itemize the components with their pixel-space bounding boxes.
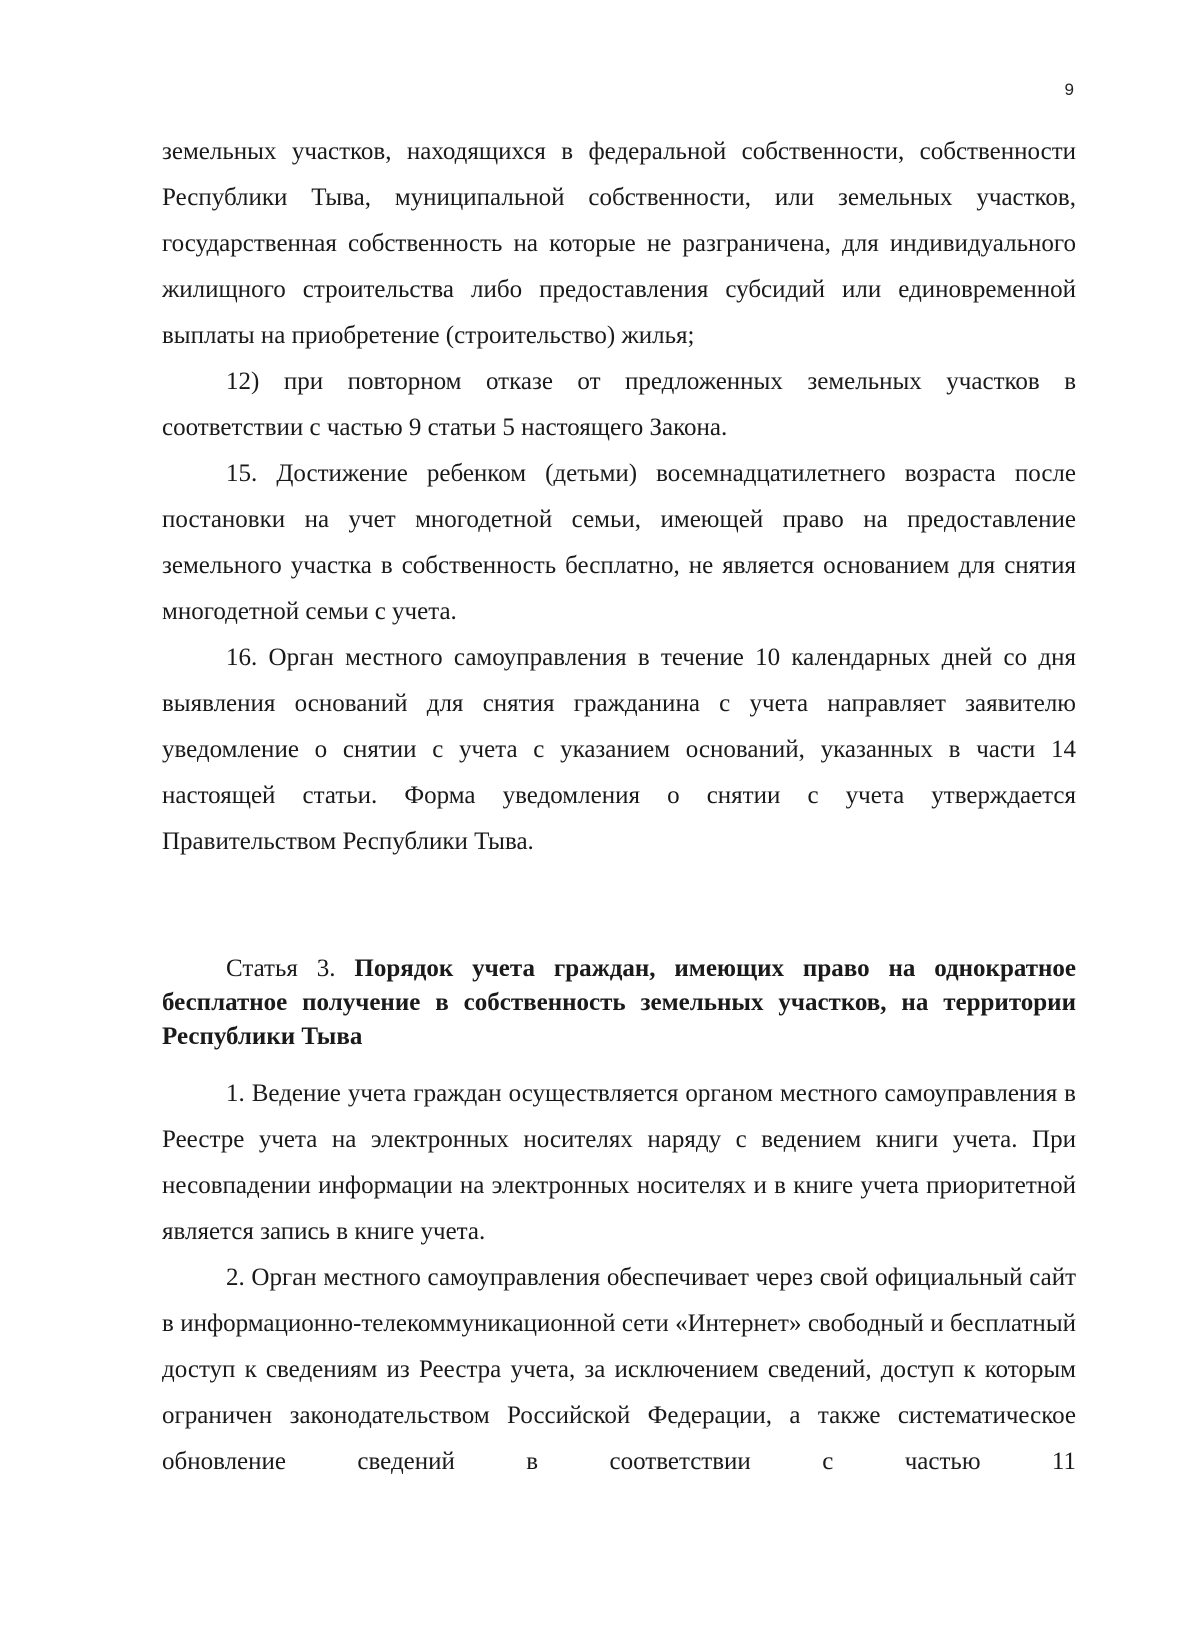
article-label: Статья 3. bbox=[226, 955, 336, 982]
article-title: Порядок учета граждан, имеющих право на однократное бесплатное получение в собственность земельных участков, на территории Республики Тыва bbox=[162, 955, 1076, 1050]
article-heading bbox=[162, 952, 1076, 1054]
article-paragraph-1: 1. Ведение учета граждан осуществляется органом местного самоуправления в Реестре учета на электронных носителях наряду с ведением книги учета. При несовпадении информации на электронных носителях и в книге учета приоритетной является запись в книге учета. bbox=[162, 1080, 1076, 1245]
paragraph-item-12: 12) при повторном отказе от предложенных земельных участков в соответствии с частью 9 статьи 5 настоящего Закона. bbox=[162, 368, 1076, 441]
paragraph-continuation: земельных участков, находящихся в федеральной собственности, собственности Республики Тыва, муниципальной собственности, или земельных участков, государственная собственность на которые не разграничена, для индивидуального жилищного строительства либо предоставления субсидий или единовременной выплаты на приобретение (строительство) жилья; bbox=[162, 138, 1076, 349]
article-paragraph-2: 2. Орган местного самоуправления обеспечивает через свой официальный сайт в информационно-телекоммуникационной сети «Интернет» свободный и бесплатный доступ к сведениям из Реестра учета, за исключением сведений, доступ к которым ограничен законодательством Российской Федерации, а также систематическое обновление сведений в соответствии с частью 11 bbox=[162, 1264, 1076, 1475]
page-number: 9 bbox=[1064, 80, 1074, 99]
body-text-bottom bbox=[162, 1071, 1076, 1485]
paragraph-part-15: 15. Достижение ребенком (детьми) восемнадцатилетнего возраста после постановки на учет многодетной семьи, имеющей право на предоставление земельного участка в собственность бесплатно, не является основанием для снятия многодетной семьи с учета. bbox=[162, 460, 1076, 625]
paragraph-part-16: 16. Орган местного самоуправления в течение 10 календарных дней со дня выявления оснований для снятия гражданина с учета направляет заявителю уведомление о снятии с учета с указанием оснований, указанных в части 14 настоящей статьи. Форма уведомления о снятии с учета утверждается Правительством Республики Тыва. bbox=[162, 644, 1076, 855]
body-text-top bbox=[162, 129, 1076, 865]
